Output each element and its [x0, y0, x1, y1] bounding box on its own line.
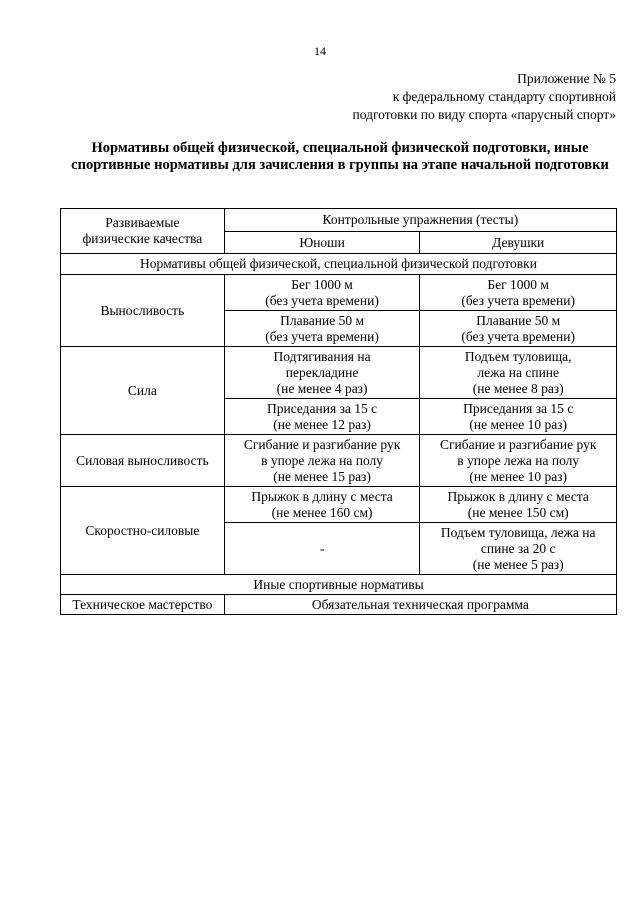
cell-boys: Бег 1000 м (без учета времени) — [224, 275, 420, 311]
quality-technical: Техническое мастерство — [61, 595, 225, 615]
cell-girls: Сгибание и разгибание рук в упоре лежа на полу (не менее 10 раз) — [420, 435, 617, 487]
cell-girls: Подъем туловища, лежа на спине (не менее 8 раз) — [420, 347, 617, 399]
table-row — [61, 595, 617, 615]
table-row — [61, 435, 617, 487]
cell-boys: Подтягивания на перекладине (не менее 4 раз) — [224, 347, 420, 399]
quality-strength-endurance: Силовая выносливость — [61, 435, 225, 487]
annex-block — [352, 70, 616, 124]
header-boys: Юноши — [224, 232, 420, 254]
annex-line-2: к федеральному стандарту спортивной — [392, 89, 616, 104]
annex-line-1: Приложение № 5 — [517, 71, 616, 86]
section-row — [61, 575, 617, 595]
cell-boys: Плавание 50 м (без учета времени) — [224, 311, 420, 347]
annex-line-3: подготовки по виду спорта «парусный спорт» — [352, 107, 616, 122]
table-header-row — [61, 209, 617, 232]
quality-speed-strength: Скоростно-силовые — [61, 487, 225, 575]
table-row — [61, 347, 617, 399]
cell-girls: Подъем туловища, лежа на спине за 20 с (не менее 5 раз) — [420, 523, 617, 575]
section-other-norms: Иные спортивные нормативы — [61, 575, 617, 595]
page-number: 14 — [314, 44, 326, 58]
norms-table — [60, 208, 617, 615]
document-title: Нормативы общей физической, специальной физической подготовки, иные спортивные нормативы для зачисления в группы на этапе начальной подготовки — [71, 140, 609, 173]
cell-girls: Прыжок в длину с места (не менее 150 см) — [420, 487, 617, 523]
cell-boys: Сгибание и разгибание рук в упоре лежа на полу (не менее 15 раз) — [224, 435, 420, 487]
table-row — [61, 487, 617, 523]
header-qualities: Развиваемые физические качества — [61, 209, 225, 254]
cell-boys: Приседания за 15 с (не менее 12 раз) — [224, 399, 420, 435]
quality-strength: Сила — [61, 347, 225, 435]
table-row — [61, 275, 617, 311]
quality-endurance: Выносливость — [61, 275, 225, 347]
header-girls: Девушки — [420, 232, 617, 254]
section-general-physical: Нормативы общей физической, специальной физической подготовки — [61, 254, 617, 275]
cell-girls: Бег 1000 м (без учета времени) — [420, 275, 617, 311]
header-tests: Контрольные упражнения (тесты) — [224, 209, 616, 232]
section-row — [61, 254, 617, 275]
cell-girls: Плавание 50 м (без учета времени) — [420, 311, 617, 347]
cell-technical-program: Обязательная техническая программа — [224, 595, 616, 615]
cell-boys: Прыжок в длину с места (не менее 160 см) — [224, 487, 420, 523]
cell-boys-empty: - — [224, 523, 420, 575]
cell-girls: Приседания за 15 с (не менее 10 раз) — [420, 399, 617, 435]
